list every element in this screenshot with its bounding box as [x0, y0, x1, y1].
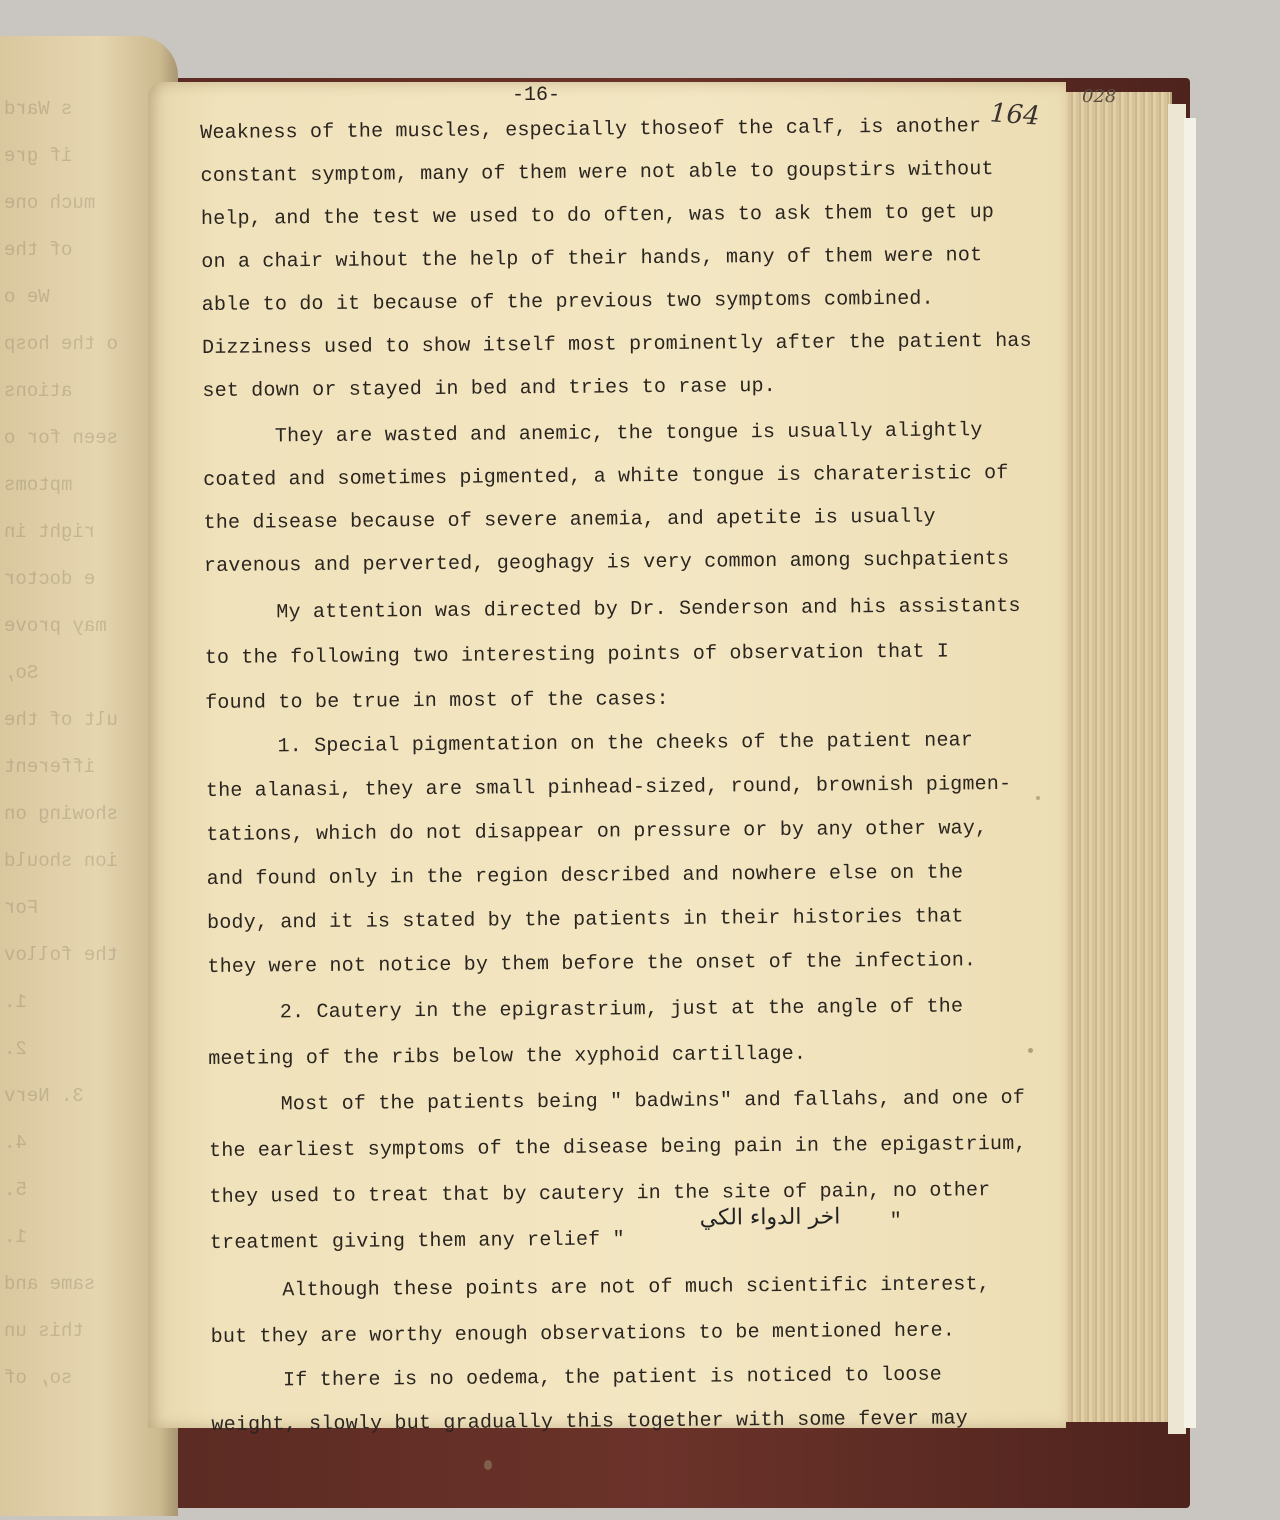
show-through-text: same and	[4, 1273, 96, 1295]
show-through-text: ifferent	[4, 756, 96, 778]
text-line: they used to treat that by cautery in the site of pain, no other	[209, 1179, 991, 1209]
show-through-text: of the	[4, 239, 73, 261]
text-line: able to do it because of the previous two symptoms combined.	[201, 287, 934, 317]
text-line: Although these points are not of much scientific interest,	[282, 1273, 991, 1303]
show-through-text: We o	[4, 286, 50, 308]
show-through-text: 2.	[4, 1038, 27, 1060]
show-through-text: ult of the	[4, 709, 119, 731]
show-through-text: this un	[4, 1320, 84, 1342]
text-line: the disease because of severe anemia, and apetite is usually	[203, 505, 936, 535]
text-line: treatment giving them any relief "	[209, 1228, 625, 1255]
show-through-text: if gre	[4, 145, 73, 167]
text-line: set down or stayed in bed and tries to rase up.	[202, 374, 777, 403]
text-line: found to be true in most of the cases:	[205, 687, 669, 715]
text-line: on a chair wihout the help of their hands, many of them were not	[201, 244, 983, 274]
page-number: -16-	[512, 84, 561, 107]
show-through-text: may prove	[4, 615, 107, 637]
text-line: tations, which do not disappear on pressure or by any other way,	[206, 817, 988, 847]
show-through-text: showing on	[4, 803, 119, 825]
text-line: 2. Cautery in the epigrastrium, just at the angle of the	[279, 995, 964, 1025]
paper-spot	[1036, 796, 1040, 800]
arabic-handwritten-quote: اخر الدواء الكي	[699, 1204, 841, 1231]
show-through-text: ion should	[4, 850, 119, 872]
show-through-text: seen for o	[4, 427, 119, 449]
text-line: and found only in the region described and nowhere else on the	[206, 861, 964, 891]
text-line: meeting of the ribs below the xyphoid cartillage.	[208, 1042, 807, 1071]
show-through-text: ations	[4, 380, 73, 402]
show-through-text: 4.	[4, 1132, 27, 1154]
text-line: but they are worthy enough observations to be mentioned here.	[210, 1319, 956, 1349]
paper-spot	[484, 1460, 492, 1470]
text-line: body, and it is stated by the patients in their histories that	[206, 905, 964, 935]
page-edge-stack	[1060, 92, 1172, 1422]
closing-quote-mark: "	[889, 1209, 903, 1234]
show-through-text: so, of	[4, 1367, 73, 1389]
text-line: the alanasi, they are small pinhead-sized, round, brownish pigmen-	[205, 772, 1012, 803]
show-through-text: the follov	[4, 944, 119, 966]
text-line: ravenous and perverted, geoghagy is very common among suchpatients	[203, 547, 1010, 578]
show-through-text: right in	[4, 521, 96, 543]
text-line: Dizziness used to show itself most prominently after the patient has	[201, 329, 1032, 360]
show-through-text: e doctor	[4, 568, 96, 590]
show-through-text: For	[4, 897, 39, 919]
text-line: to the following two interesting points of observation that I	[204, 640, 950, 670]
folio-number: 164	[989, 98, 1041, 132]
text-line: 1. Special pigmentation on the cheeks of the patient near	[277, 729, 974, 759]
paper-spot	[1028, 1048, 1033, 1053]
text-line: weight, slowly but gradually this together with some fever may	[211, 1407, 969, 1437]
show-through-text: So,	[4, 662, 39, 684]
show-through-text: 1.	[4, 1226, 27, 1248]
text-line: they were not notice by them before the onset of the infection.	[207, 949, 977, 979]
show-through-text: 3. Nerv	[4, 1085, 84, 1107]
text-line: constant symptom, many of them were not able to goupstirs without	[200, 158, 994, 188]
typed-text-body	[200, 102, 1071, 1437]
show-through-text: mptoms	[4, 474, 73, 496]
text-line: Most of the patients being " badwins" and fallahs, and one of	[280, 1086, 1026, 1117]
text-line: Weakness of the muscles, especially thoseof the calf, is another	[200, 115, 982, 145]
show-through-text: o the hosp	[4, 333, 119, 355]
text-line: the earliest symptoms of the disease being pain in the epigastrium,	[208, 1132, 1027, 1163]
text-line: They are wasted and anemic, the tongue is usually alightly	[274, 419, 983, 449]
folio-number-secondary: 028	[1082, 86, 1117, 107]
text-line: If there is no oedema, the patient is noticed to loose	[282, 1363, 943, 1393]
show-through-text: much one	[4, 192, 96, 214]
text-line: My attention was directed by Dr. Senderson and his assistants	[276, 594, 1021, 625]
show-through-text: 1.	[4, 991, 27, 1013]
show-through-text: s Ward	[4, 98, 73, 120]
text-line: coated and sometimes pigmented, a white tongue is charateristic of	[203, 461, 1009, 492]
show-through-text: 5.	[4, 1179, 27, 1201]
text-line: help, and the test we used to do often, was to ask them to get up	[200, 201, 995, 231]
white-leaf	[1184, 118, 1196, 1428]
